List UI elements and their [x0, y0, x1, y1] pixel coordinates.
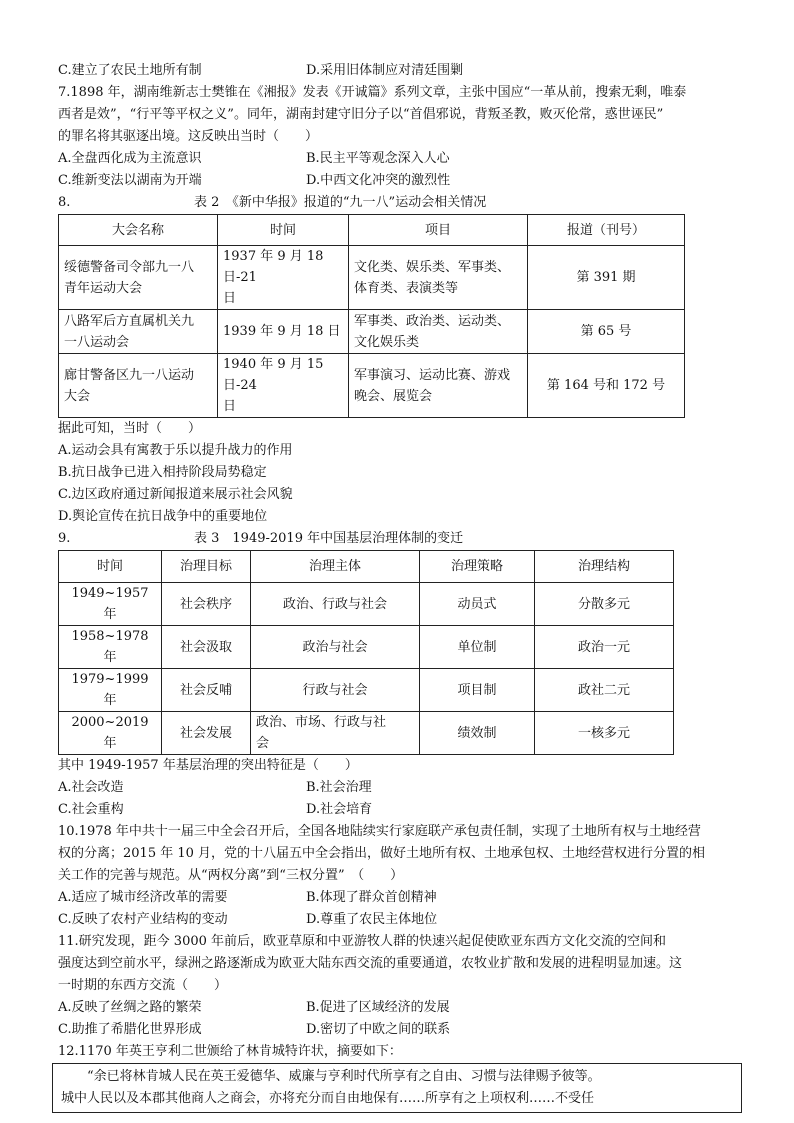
q10-option-a[interactable]: A.适应了城市经济改革的需要 [58, 890, 228, 905]
q9-option-b[interactable]: B.社会治理 [306, 780, 372, 795]
q9-table-header [59, 551, 674, 583]
question-10 [58, 821, 738, 931]
q11-option-a[interactable]: A.反映了丝绸之路的繁荣 [58, 1000, 202, 1015]
q9-option-c[interactable]: C.社会重构 [58, 802, 124, 817]
cell-line: 1939 年 9 月 18 日 [223, 324, 341, 339]
q8-number: 8. [58, 195, 71, 210]
table-row [59, 712, 674, 755]
q8-option-b[interactable]: B.抗日战争已进入相持阶段局势稳定 [58, 465, 267, 480]
q9-table [58, 550, 674, 755]
table-row [59, 669, 674, 712]
cell-line: 政治、市场、行政与社 [256, 715, 387, 730]
q8-cell-issue: 第 391 期 [528, 246, 685, 310]
q10-option-b[interactable]: B.体现了群众首创精神 [306, 890, 437, 905]
q9-cell-structure: 分散多元 [535, 583, 674, 626]
q11-line-3: 一时期的东西方交流（ ） [58, 978, 228, 993]
q7-line-1: 7.1898 年，湖南维新志士樊锥在《湘报》发表《开诚篇》系列文章，主张中国应“一革从前，搜索无剩，唯泰 [58, 85, 687, 100]
q8-cell-items [349, 310, 528, 354]
q6-options [58, 60, 738, 82]
q12-quote-line-2: 城中人民以及本郡其他商人之商会，亦将充分而自由地保有……所享有之上项权利……不受任 [61, 1091, 595, 1106]
q9-cell-period: 1958~1978 年 [59, 626, 162, 669]
q6-option-c[interactable]: C.建立了农民土地所有制 [58, 63, 202, 78]
question-7 [58, 82, 738, 192]
q9-cell-structure: 政治一元 [535, 626, 674, 669]
q9-cell-strategy: 绩效制 [420, 712, 535, 755]
q7-line-2: 西者是效”，“行平等平权之义”。同年，湖南封建守旧分子以“首倡邪说，背叛圣教，败灭伦常，惑世诬民” [58, 107, 664, 122]
q9-cell-strategy: 项目制 [420, 669, 535, 712]
q9-cell-period: 1949~1957 年 [59, 583, 162, 626]
q10-options-row-2 [58, 909, 738, 931]
cell-line: 廊甘警备区九一八运动 [64, 367, 195, 383]
q9-header-period: 时间 [59, 551, 162, 583]
q6-option-d[interactable]: D.采用旧体制应对清廷围剿 [306, 63, 464, 78]
cell-line: 日 [223, 291, 237, 306]
q8-stem: 据此可知，当时（ ） [58, 421, 202, 436]
table-row [59, 626, 674, 669]
q9-header-structure: 治理结构 [535, 551, 674, 583]
q9-header-strategy: 治理策略 [420, 551, 535, 583]
q9-caption-row [58, 528, 738, 550]
q11-option-b[interactable]: B.促进了区域经济的发展 [306, 1000, 450, 1015]
q9-cell-goal: 社会汲取 [162, 626, 251, 669]
q8-option-a[interactable]: A.运动会具有寓教于乐以提升战力的作用 [58, 443, 293, 458]
cell-line: 一八运动会 [64, 334, 130, 350]
q10-line-2: 权的分离；2015 年 10 月，党的十八届五中全会指出，做好土地所有权、土地承包权、土地经营权进行分置的相 [58, 846, 706, 861]
q8-header-name: 大会名称 [59, 215, 218, 246]
q9-option-d[interactable]: D.社会培育 [306, 802, 373, 817]
cell-line: 文化娱乐类 [354, 334, 420, 350]
cell-line: 军事演习、运动比赛、游戏 [354, 367, 511, 383]
cell-line: 青年运动大会 [64, 280, 143, 296]
q9-number: 9. [58, 531, 71, 546]
q8-cell-time [218, 246, 349, 310]
q9-cell-period: 1979~1999 年 [59, 669, 162, 712]
q8-cell-name [59, 354, 218, 418]
cell-line: 会 [256, 736, 270, 751]
q9-header-subject: 治理主体 [251, 551, 420, 583]
q9-table-caption: 表 3 1949-2019 年中国基层治理体制的变迁 [194, 531, 464, 546]
cell-line: 1940 年 9 月 15 日-24 [223, 357, 324, 393]
q8-table-caption: 表 2 《新中华报》报道的“九一八”运动会相关情况 [194, 195, 487, 210]
q8-cell-issue: 第 164 号和 172 号 [528, 354, 685, 418]
q7-option-c[interactable]: C.维新变法以湖南为开端 [58, 173, 202, 188]
q7-line-3: 的罪名将其驱逐出境。这反映出当时（ ） [58, 129, 319, 144]
q9-cell-subject [251, 712, 420, 755]
cell-line: 大会 [64, 388, 91, 404]
q10-option-d[interactable]: D.尊重了农民主体地位 [306, 912, 438, 927]
q8-cell-time [218, 310, 349, 354]
q9-header-goal: 治理目标 [162, 551, 251, 583]
q10-line-3: 关工作的完善与规范。从“两权分离”到“三权分置” （ ） [58, 868, 404, 883]
q8-cell-issue: 第 65 号 [528, 310, 685, 354]
q8-caption-row [58, 192, 738, 214]
q10-line-1: 10.1978 年中共十一届三中全会召开后，全国各地陆续实行家庭联产承包责任制，实现了土地所有权与土地经营 [58, 824, 701, 839]
q9-cell-goal: 社会反哺 [162, 669, 251, 712]
q9-cell-subject: 政治与社会 [251, 626, 420, 669]
q9-cell-structure: 政社二元 [535, 669, 674, 712]
q9-cell-subject: 行政与社会 [251, 669, 420, 712]
question-9 [58, 528, 738, 821]
question-8 [58, 192, 738, 528]
cell-line: 文化类、娱乐类、军事类、 [354, 259, 511, 275]
q11-options-row-1 [58, 997, 738, 1019]
q10-option-c[interactable]: C.反映了农村产业结构的变动 [58, 912, 228, 927]
q11-line-1: 11.研究发现，距今 3000 年前后，欧亚草原和中亚游牧人群的快速兴起促使欧亚东西方文化交流的空间和 [58, 934, 667, 949]
table-row [59, 246, 685, 310]
question-11 [58, 931, 738, 1041]
q8-table-header [59, 215, 685, 246]
question-12 [58, 1041, 738, 1113]
q9-cell-strategy: 动员式 [420, 583, 535, 626]
q8-cell-items [349, 354, 528, 418]
cell-line: 体育类、表演类等 [354, 280, 459, 296]
table-row [59, 354, 685, 418]
q7-options-row-2 [58, 170, 738, 192]
q9-cell-goal: 社会秩序 [162, 583, 251, 626]
q8-option-d[interactable]: D.舆论宣传在抗日战争中的重要地位 [58, 509, 268, 524]
q7-options-row-1 [58, 148, 738, 170]
table-row [59, 583, 674, 626]
q9-cell-subject: 政治、行政与社会 [251, 583, 420, 626]
q11-line-2: 强度达到空前水平，绿洲之路逐渐成为欧亚大陆东西交流的重要通道，农牧业扩散和发展的进程明显加速。这 [58, 956, 683, 971]
q10-options-row-1 [58, 887, 738, 909]
table-row [59, 310, 685, 354]
q7-option-a[interactable]: A.全盘西化成为主流意识 [58, 151, 202, 166]
q8-header-items: 项目 [349, 215, 528, 246]
q8-option-c[interactable]: C.边区政府通过新闻报道来展示社会风貌 [58, 487, 293, 502]
q8-header-time: 时间 [218, 215, 349, 246]
q7-option-d[interactable]: D.中西文化冲突的激烈性 [306, 173, 451, 188]
exam-page [58, 60, 738, 1113]
q9-option-a[interactable]: A.社会改造 [58, 780, 124, 795]
q11-option-d[interactable]: D.密切了中欧之间的联系 [306, 1022, 451, 1037]
q12-quote-box [52, 1063, 742, 1113]
q9-cell-structure: 一核多元 [535, 712, 674, 755]
q9-options-row-1 [58, 777, 738, 799]
q12-quote-line-1: “余已将林肯城人民在英王爱德华、威廉与亨利时代所享有之自由、习惯与法律赐予彼等。 [87, 1069, 601, 1084]
cell-line: 八路军后方直属机关九 [64, 313, 195, 329]
q9-options-row-2 [58, 799, 738, 821]
q8-cell-items [349, 246, 528, 310]
q9-cell-goal: 社会发展 [162, 712, 251, 755]
q9-stem: 其中 1949-1957 年基层治理的突出特征是（ ） [58, 758, 358, 773]
cell-line: 日 [223, 399, 237, 414]
cell-line: 军事类、政治类、运动类、 [354, 313, 511, 329]
cell-line: 晚会、展览会 [354, 388, 433, 404]
q12-intro: 12.1170 年英王亨利二世颁给了林肯城特许状，摘要如下： [58, 1044, 402, 1059]
q9-cell-strategy: 单位制 [420, 626, 535, 669]
q11-option-c[interactable]: C.助推了希腊化世界形成 [58, 1022, 202, 1037]
q8-cell-time [218, 354, 349, 418]
cell-line: 1937 年 9 月 18 日-21 [223, 249, 324, 285]
q7-option-b[interactable]: B.民主平等观念深入人心 [306, 151, 450, 166]
q8-cell-name [59, 246, 218, 310]
q11-options-row-2 [58, 1019, 738, 1041]
q9-cell-period: 2000~2019 年 [59, 712, 162, 755]
q8-header-issue: 报道（刊号） [528, 215, 685, 246]
q8-table [58, 214, 685, 418]
q8-cell-name [59, 310, 218, 354]
cell-line: 绥德警备司令部九一八 [64, 259, 195, 275]
